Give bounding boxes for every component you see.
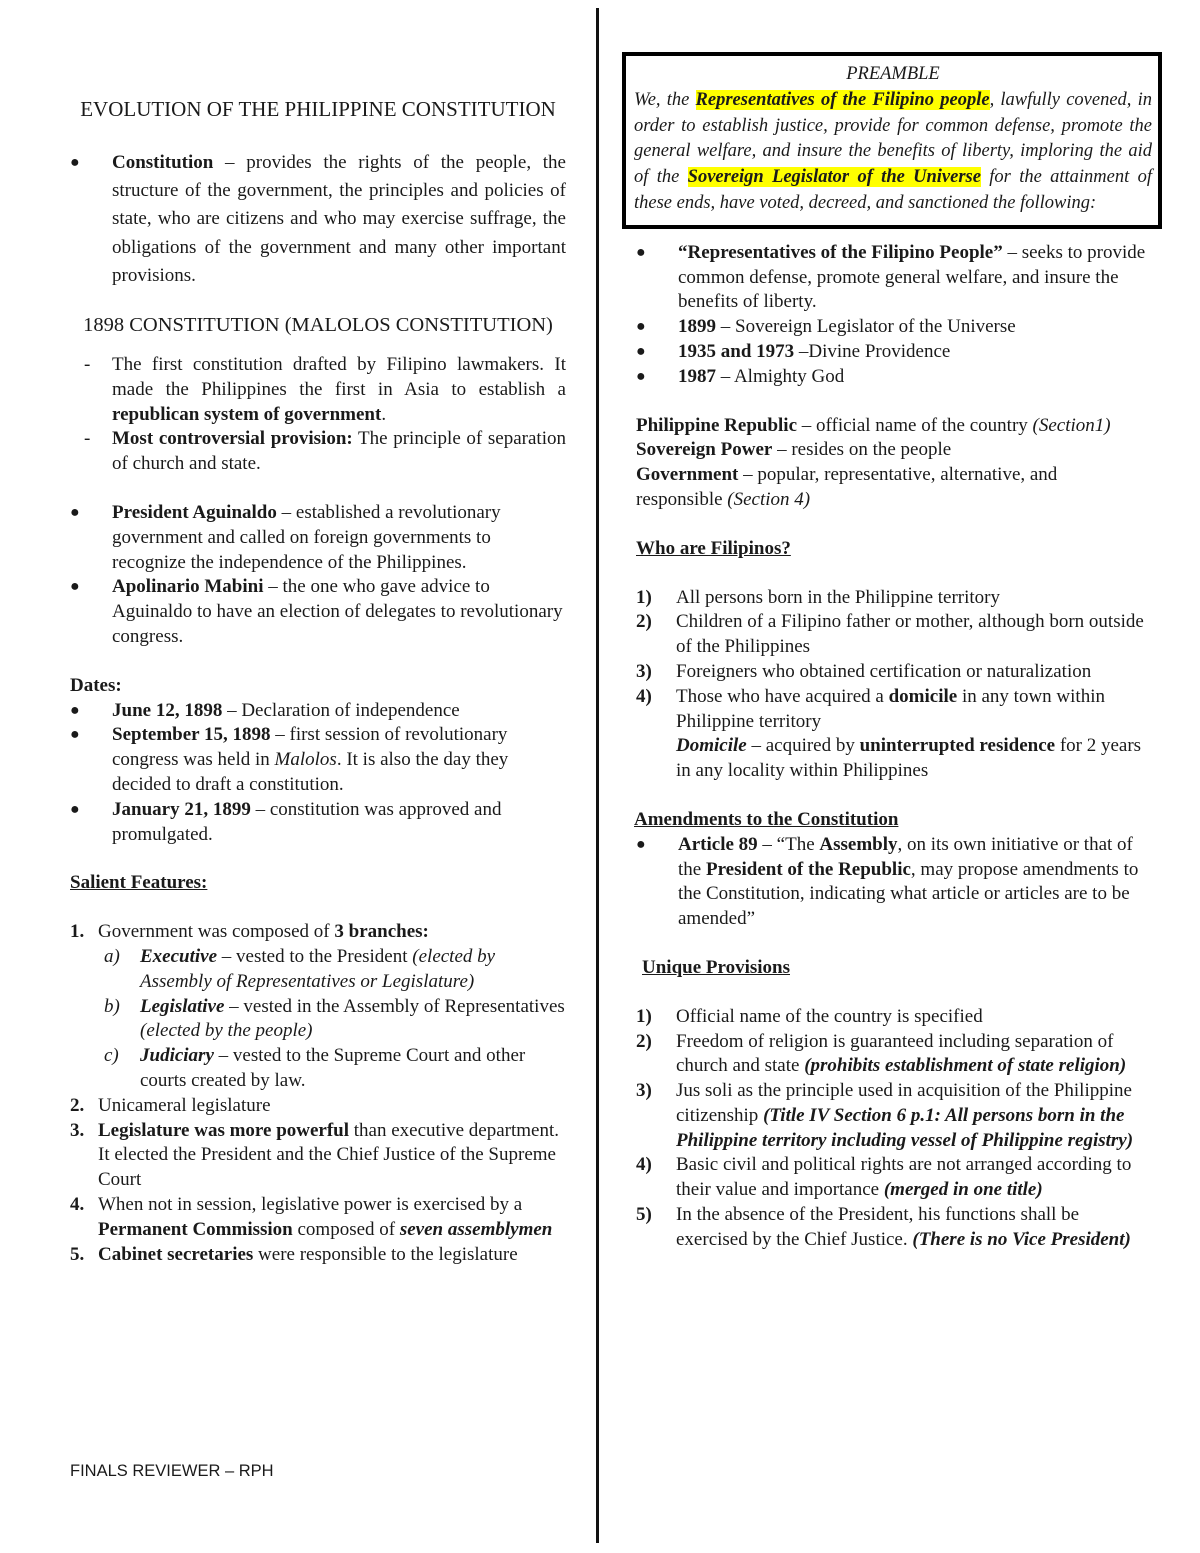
unique-provisions-heading: Unique Provisions [642, 956, 790, 978]
numbered-item: 2. Unicameral legislature [70, 1094, 271, 1116]
definition-line: Philippine Republic – official name of the country (Section1) [636, 414, 1111, 436]
highlight: Sovereign Legislator of the Universe [687, 167, 981, 188]
preamble-title: PREAMBLE [846, 64, 940, 84]
amendments-heading: Amendments to the Constitution [634, 808, 899, 830]
bullet-icon: ● [636, 243, 646, 261]
numbered-item: 3) Foreigners who obtained certification or naturalization [636, 660, 1092, 682]
list-item: ● Article 89 – “The Assembly, on its own initiative or that of the President of the Republic, may propose amendments to the Constitution, indicating what article or articles are to be amended” [636, 833, 1139, 930]
page-title: EVOLUTION OF THE PHILIPPINE CONSTITUTION [80, 97, 556, 121]
numbered-item: 4. When not in session, legislative power is exercised by a Permanent Commission composed of seven assemblymen [70, 1193, 553, 1240]
numbered-item: 1) Official name of the country is specified [636, 1005, 983, 1027]
domicile-note: Domicile – acquired by uninterrupted residence for 2 years in any locality within Philippines [676, 735, 1142, 782]
numbered-item: 5) In the absence of the President, his functions shall be exercised by the Chief Justice. (There is no Vice President) [636, 1204, 1131, 1250]
definition-line: Government – popular, representative, alternative, and responsible (Section 4) [636, 464, 1058, 510]
dates-label: Dates: [70, 674, 122, 696]
bullet-icon: ● [636, 318, 646, 336]
bullet-icon: ● [70, 578, 80, 596]
lettered-item: c) Judiciary – vested to the Supreme Court and other courts created by law. [104, 1045, 526, 1091]
list-item: ● January 21, 1899 – constitution was approved and promulgated. [70, 798, 502, 845]
numbered-item: 3. Legislature was more powerful than executive department. It elected the President and the Chief Justice of the Supreme Court [70, 1119, 559, 1191]
list-item: ● “Representatives of the Filipino People” – seeks to provide common defense, promote general welfare, and insure the benefits of liberty. [636, 241, 1146, 313]
dash-item: - Most controversial provision: The principle of separation of church and state. [84, 428, 566, 475]
numbered-item: 3) Jus soli as the principle used in acquisition of the Philippine citizenship (Title IV Section 6 p.1: All persons born in the Philippine territory including vessel of Philippine registry) [636, 1080, 1134, 1151]
lettered-item: a) Executive – vested to the President (elected by Assembly of Representatives or Legislature) [104, 945, 496, 992]
highlight: Representatives of the Filipino people [695, 89, 990, 110]
list-item: ● 1987 – Almighty God [636, 365, 1148, 390]
who-are-filipinos-heading: Who are Filipinos? [636, 537, 791, 559]
numbered-item: 4) Those who have acquired a domicile in any town within Philippine territory [636, 685, 1105, 732]
bullet-icon: ● [636, 342, 646, 360]
bullet-icon: ● [636, 835, 646, 853]
preamble-box: PREAMBLE We, the Representatives of the Filipino people, lawfully covened, in order to establish justice, provide for common defense, promote the general welfare, and insure the benefits of liberty, imploring the aid of the Sovereign Legislator of the Universe for the attainment of these ends, have voted, decreed, and sanctioned the following: [622, 52, 1162, 229]
numbered-item: 2) Freedom of religion is guaranteed including separation of church and state (prohibits establishment of state religion) [636, 1030, 1127, 1077]
term: Constitution [112, 152, 214, 173]
list-item: ● September 15, 1898 – first session of revolutionary congress was held in Malolos. It is also the day they decided to draft a constitution. [70, 724, 509, 795]
salient-features-heading: Salient Features: [70, 872, 208, 894]
definition: – provides the rights of the people, the structure of the government, the principles and policies of state, who are citizens and who may exercise suffrage, the obligations of the government and many other important provisions. [112, 152, 566, 286]
numbered-item: 1) All persons born in the Philippine territory [636, 586, 1001, 608]
dash-item: - The first constitution drafted by Filipino lawmakers. It made the Philippines the first in Asia to establish a republican system of government. [84, 354, 566, 425]
numbered-item: 1. Government was composed of 3 branches: [70, 921, 429, 943]
column-divider [596, 8, 599, 1543]
list-item: ● Apolinario Mabini – the one who gave advice to Aguinaldo to have an election of delegates to revolutionary congress. [70, 576, 563, 647]
bullet-icon: ● [70, 800, 80, 818]
lettered-item: b) Legislative – vested in the Assembly of Representatives (elected by the people) [104, 995, 565, 1042]
bullet-icon: ● [70, 154, 80, 171]
bullet-icon: ● [636, 367, 646, 385]
section-title: 1898 CONSTITUTION (MALOLOS CONSTITUTION) [83, 314, 553, 337]
numbered-item: 2) Children of a Filipino father or mother, although born outside of the Philippines [636, 611, 1144, 658]
left-column [70, 94, 566, 1267]
list-item: ● 1935 and 1973 –Divine Providence [636, 340, 1148, 365]
right-column [634, 52, 1152, 1253]
list-item: ● President Aguinaldo – established a revolutionary government and called on foreign governments to recognize the independence of the Philippines. [70, 502, 501, 573]
bullet-icon: ● [70, 701, 80, 719]
definition-line: Sovereign Power – resides on the people [636, 439, 952, 461]
list-item: ● 1899 – Sovereign Legislator of the Universe [636, 315, 1148, 340]
list-item: ● June 12, 1898 – Declaration of independence [70, 699, 566, 724]
numbered-item: 4) Basic civil and political rights are not arranged according to their value and importance (merged in one title) [636, 1154, 1132, 1201]
bullet-icon: ● [70, 726, 80, 744]
numbered-item: 5. Cabinet secretaries were responsible to the legislature [70, 1243, 518, 1265]
constitution-item [70, 149, 566, 290]
page-footer: FINALS REVIEWER – RPH [70, 1462, 274, 1480]
bullet-icon: ● [70, 504, 80, 521]
